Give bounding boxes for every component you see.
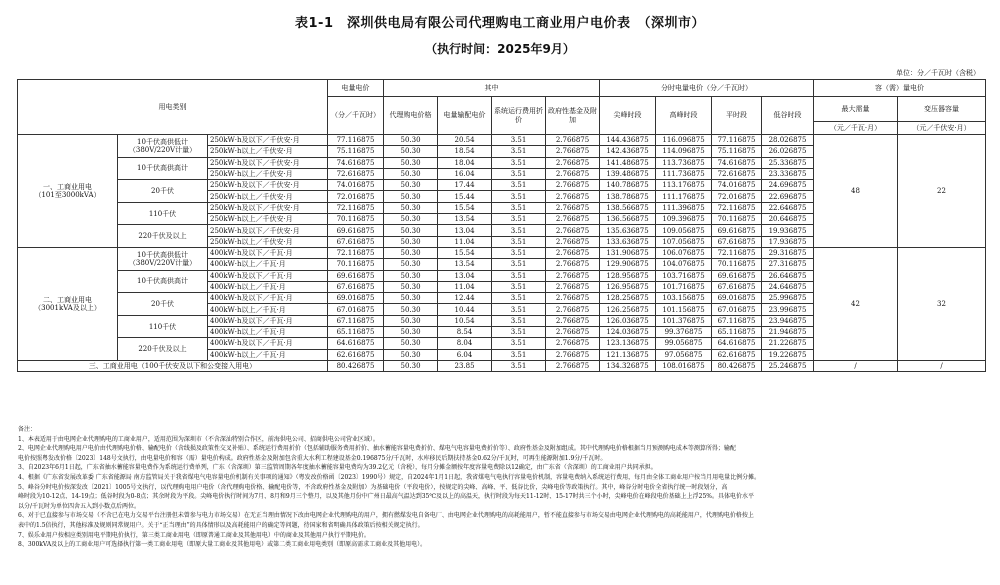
transformer-capacity-price: / xyxy=(898,360,986,371)
high-price-cell: 109.396875 xyxy=(656,214,712,225)
valley-price-cell: 19.936875 xyxy=(762,225,814,236)
valley-price-cell: 26.026875 xyxy=(762,146,814,157)
notes-section xyxy=(18,425,984,550)
transmission-price-cell: 13.04 xyxy=(438,270,492,281)
transmission-price-cell: 13.54 xyxy=(438,214,492,225)
usage-tier: 250kW·h及以下／千伏安·月 xyxy=(208,157,328,168)
peak-price-cell: 133.636875 xyxy=(600,236,656,247)
voltage-metering: （380V/220V计量） xyxy=(128,258,197,267)
note-line: 表中的1.5倍执行，其他标准及规则同常规用户。关于“正当理由”的具体情形以及高耗能用户的确定等问题，待国家和省明确具体政策后按相关规定执行。 xyxy=(18,521,424,529)
usage-tier: 250kW·h以上／千伏安·月 xyxy=(208,236,328,247)
peak-price-cell: 139.486875 xyxy=(600,168,656,179)
purchase-price-cell: 50.30 xyxy=(384,349,438,360)
note-line: 5、峰谷分时电价按深发改〔2021〕1005号文执行，以代理购电用户电价（含代理购电价格、输配电价等，不含政府性基金及附加）为基础电价（平段电价），按规定的尖峰、高峰、平、低谷比价，尖峰电价等政策执行。其中，峰谷分时电价全省执行统一时段划分，高 xyxy=(18,483,728,491)
transmission-price-cell: 18.54 xyxy=(438,146,492,157)
purchase-price-cell: 50.30 xyxy=(384,157,438,168)
header-peak: 尖峰时段 xyxy=(600,97,656,135)
header-energy-price-unit: （分／千瓦时） xyxy=(328,97,384,135)
voltage-class xyxy=(118,135,208,158)
usage-tier: 400kW·h以上／千瓦·月 xyxy=(208,349,328,360)
voltage-name: 220千伏及以上 xyxy=(138,345,187,354)
price-table xyxy=(17,79,986,372)
high-price-cell: 109.056875 xyxy=(656,225,712,236)
voltage-class xyxy=(118,270,208,293)
gov-fund-cell: 2.766875 xyxy=(546,135,600,146)
system-cost-cell: 3.51 xyxy=(492,157,546,168)
high-price-cell: 101.156875 xyxy=(656,304,712,315)
system-cost-cell: 3.51 xyxy=(492,247,546,258)
transmission-price-cell: 12.44 xyxy=(438,293,492,304)
valley-price-cell: 17.936875 xyxy=(762,236,814,247)
usage-tier: 250kW·h及以下／千伏安·月 xyxy=(208,135,328,146)
flat-price-cell: 62.616875 xyxy=(712,349,762,360)
valley-price-cell: 25.996875 xyxy=(762,293,814,304)
purchase-price-cell: 50.30 xyxy=(384,180,438,191)
peak-price-cell: 126.956875 xyxy=(600,281,656,292)
note-line: 6、对于已直接参与市场交易（不含已在电力交易平台注册但未曾参与电力市场交易）在无正当理由情况下改由电网企业代理购电的用户，拥有燃煤发电自备电厂、由电网企业代理购电的高耗能用户，暂不能直接参与市场交易由电网企业代理购电的高耗能用户，代理购电价格按上 xyxy=(18,512,754,520)
voltage-name: 110千伏 xyxy=(148,209,177,218)
high-price-cell: 108.016875 xyxy=(656,360,712,371)
flat-price-cell: 70.116875 xyxy=(712,214,762,225)
high-price-cell: 99.376875 xyxy=(656,327,712,338)
peak-price-cell: 126.256875 xyxy=(600,304,656,315)
transmission-price-cell: 8.54 xyxy=(438,327,492,338)
header-capacity-price: 容（需）量电价 xyxy=(814,80,986,97)
gov-fund-cell: 2.766875 xyxy=(546,360,600,371)
usage-tier: 400kW·h以上／千瓦·月 xyxy=(208,304,328,315)
system-cost-cell: 3.51 xyxy=(492,135,546,146)
purchase-price-cell: 50.30 xyxy=(384,225,438,236)
valley-price-cell: 25.246875 xyxy=(762,360,814,371)
gov-fund-cell: 2.766875 xyxy=(546,168,600,179)
flat-price-cell: 75.116875 xyxy=(712,146,762,157)
voltage-class xyxy=(118,225,208,248)
flat-price-cell: 72.116875 xyxy=(712,202,762,213)
flat-price-cell: 72.116875 xyxy=(712,247,762,258)
transmission-price-cell: 8.04 xyxy=(438,338,492,349)
valley-price-cell: 19.226875 xyxy=(762,349,814,360)
usage-tier: 250kW·h及以下／千伏安·月 xyxy=(208,202,328,213)
system-cost-cell: 3.51 xyxy=(492,168,546,179)
voltage-name: 220千伏及以上 xyxy=(138,232,187,241)
flat-price-cell: 72.016875 xyxy=(712,191,762,202)
gov-fund-cell: 2.766875 xyxy=(546,225,600,236)
high-price-cell: 113.736875 xyxy=(656,157,712,168)
voltage-name: 10千伏高供高计 xyxy=(137,164,188,173)
high-price-cell: 116.096875 xyxy=(656,135,712,146)
peak-price-cell: 121.136875 xyxy=(600,349,656,360)
valley-price-cell: 24.696875 xyxy=(762,180,814,191)
gov-fund-cell: 2.766875 xyxy=(546,315,600,326)
energy-price-cell: 72.116875 xyxy=(328,202,384,213)
peak-price-cell: 135.636875 xyxy=(600,225,656,236)
peak-price-cell: 129.906875 xyxy=(600,259,656,270)
gov-fund-cell: 2.766875 xyxy=(546,349,600,360)
gov-fund-cell: 2.766875 xyxy=(546,214,600,225)
transmission-price-cell: 11.04 xyxy=(438,236,492,247)
high-price-cell: 107.056875 xyxy=(656,236,712,247)
energy-price-cell: 69.016875 xyxy=(328,293,384,304)
purchase-price-cell: 50.30 xyxy=(384,293,438,304)
header-among: 其中 xyxy=(384,80,600,97)
voltage-class xyxy=(118,247,208,270)
header-transmission-price: 电量输配电价 xyxy=(438,97,492,135)
transmission-price-cell: 20.54 xyxy=(438,135,492,146)
peak-price-cell: 142.436875 xyxy=(600,146,656,157)
high-price-cell: 113.176875 xyxy=(656,180,712,191)
high-price-cell: 111.176875 xyxy=(656,191,712,202)
system-cost-cell: 3.51 xyxy=(492,202,546,213)
energy-price-cell: 77.116875 xyxy=(328,135,384,146)
header-transformer-unit: （元／千伏安·月） xyxy=(898,122,986,135)
header-flat: 平时段 xyxy=(712,97,762,135)
energy-price-cell: 67.616875 xyxy=(328,281,384,292)
energy-price-cell: 69.616875 xyxy=(328,270,384,281)
transmission-price-cell: 13.54 xyxy=(438,259,492,270)
transmission-price-cell: 15.54 xyxy=(438,247,492,258)
transmission-price-cell: 23.85 xyxy=(438,360,492,371)
high-price-cell: 101.376875 xyxy=(656,315,712,326)
valley-price-cell: 24.646875 xyxy=(762,281,814,292)
note-line: 8、300kVA及以上的工商业用户可选择执行第一类工商业用电（即原大量工商业及其他用电）或第二类工商业用电类别（即原高需求工商业及其他用电）。 xyxy=(18,541,427,549)
valley-price-cell: 23.946875 xyxy=(762,315,814,326)
group-range: （3001kVA及以上） xyxy=(34,303,101,312)
usage-tier: 250kW·h及以下／千伏安·月 xyxy=(208,180,328,191)
valley-price-cell: 29.316875 xyxy=(762,247,814,258)
high-price-cell: 97.056875 xyxy=(656,349,712,360)
purchase-price-cell: 50.30 xyxy=(384,146,438,157)
high-price-cell: 106.076875 xyxy=(656,247,712,258)
peak-price-cell: 138.566875 xyxy=(600,202,656,213)
gov-fund-cell: 2.766875 xyxy=(546,270,600,281)
valley-price-cell: 27.316875 xyxy=(762,259,814,270)
gov-fund-cell: 2.766875 xyxy=(546,146,600,157)
transmission-price-cell: 6.04 xyxy=(438,349,492,360)
peak-price-cell: 131.906875 xyxy=(600,247,656,258)
max-demand-price: 48 xyxy=(814,135,898,248)
voltage-name: 10千伏高供低计 xyxy=(137,137,188,146)
transmission-price-cell: 18.04 xyxy=(438,157,492,168)
peak-price-cell: 123.136875 xyxy=(600,338,656,349)
peak-price-cell: 134.326875 xyxy=(600,360,656,371)
voltage-class xyxy=(118,293,208,316)
valley-price-cell: 23.996875 xyxy=(762,304,814,315)
flat-price-cell: 74.616875 xyxy=(712,157,762,168)
energy-price-cell: 62.616875 xyxy=(328,349,384,360)
notes-heading: 备注： xyxy=(18,426,37,433)
transmission-price-cell: 13.04 xyxy=(438,225,492,236)
high-price-cell: 103.716875 xyxy=(656,270,712,281)
transformer-capacity-price: 22 xyxy=(898,135,986,248)
document-title: 表1-1 深圳供电局有限公司代理购电工商业用户电价表 （深圳市） xyxy=(295,16,705,31)
header-max-demand: 最大需量 xyxy=(814,97,898,122)
high-price-cell: 99.056875 xyxy=(656,338,712,349)
voltage-class xyxy=(118,315,208,338)
energy-price-cell: 72.016875 xyxy=(328,191,384,202)
purchase-price-cell: 50.30 xyxy=(384,135,438,146)
system-cost-cell: 3.51 xyxy=(492,281,546,292)
usage-tier: 400kW·h及以下／千瓦·月 xyxy=(208,315,328,326)
purchase-price-cell: 50.30 xyxy=(384,281,438,292)
note-line: 1、本表适用于由电网企业代理购电的工商业用户，适用范围为深圳市（不含深汕特别合作区，前海供电公司、招商供电公司营业区域）。 xyxy=(18,435,379,443)
header-category: 用电类别 xyxy=(18,80,328,135)
gov-fund-cell: 2.766875 xyxy=(546,293,600,304)
high-price-cell: 111.396875 xyxy=(656,202,712,213)
energy-price-cell: 65.116875 xyxy=(328,327,384,338)
gov-fund-cell: 2.766875 xyxy=(546,247,600,258)
system-cost-cell: 3.51 xyxy=(492,349,546,360)
voltage-name: 110千伏 xyxy=(148,322,177,331)
system-cost-cell: 3.51 xyxy=(492,293,546,304)
flat-price-cell: 67.616875 xyxy=(712,281,762,292)
usage-tier: 400kW·h以上／千瓦·月 xyxy=(208,327,328,338)
energy-price-cell: 67.616875 xyxy=(328,236,384,247)
voltage-class xyxy=(118,202,208,225)
valley-price-cell: 25.336875 xyxy=(762,157,814,168)
transmission-price-cell: 11.04 xyxy=(438,281,492,292)
flat-price-cell: 67.616875 xyxy=(712,236,762,247)
usage-tier: 400kW·h以上／千瓦·月 xyxy=(208,281,328,292)
note-line: 4、根据《广东省发展改革委 广东省能源局 南方监管局关于我省煤电气电容量电价机制有关事项的通知》（粤发改价格函〔2023〕1990号）规定，自2024年1月1日起，我省煤电气电执行容量电价机制，容量电费纳入系统运行费用，每月由全体工商业用户按当月用电量比例分摊。 xyxy=(18,473,761,481)
usage-tier: 250kW·h以上／千伏安·月 xyxy=(208,191,328,202)
usage-tier: 250kW·h以上／千伏安·月 xyxy=(208,146,328,157)
usage-tier: 250kW·h以上／千伏安·月 xyxy=(208,214,328,225)
unit-note: 单位：分／千瓦时（含税） xyxy=(896,69,980,77)
note-line: 电价按照粤发改价格〔2023〕148号文执行，由电量电价和容（需）量电价构成。政府性基金及附加包含重大水利工程建设基金0.196875分/千瓦时，水库移民后期扶持基金0.62分/千瓦时，可再生能源附加1.9分/千瓦时。 xyxy=(18,454,607,462)
purchase-price-cell: 50.30 xyxy=(384,168,438,179)
gov-fund-cell: 2.766875 xyxy=(546,327,600,338)
purchase-price-cell: 50.30 xyxy=(384,247,438,258)
gov-fund-cell: 2.766875 xyxy=(546,191,600,202)
gov-fund-cell: 2.766875 xyxy=(546,259,600,270)
peak-price-cell: 128.256875 xyxy=(600,293,656,304)
note-line: 3、自2023年6月1日起，广东省抽水蓄能容量电费作为系统运行费单列，广东（含深圳）第三监管周期各年度抽水蓄能容量电费均为39.2亿元（含税），每月分摊金额按年度容量电费除以12确定，由广东省（含深圳）的工商业用户共同承担。 xyxy=(18,464,657,472)
peak-price-cell: 138.786875 xyxy=(600,191,656,202)
energy-price-cell: 75.116875 xyxy=(328,146,384,157)
valley-price-cell: 26.646875 xyxy=(762,270,814,281)
gov-fund-cell: 2.766875 xyxy=(546,202,600,213)
voltage-metering: （380V/220V计量） xyxy=(128,145,197,154)
header-high: 高峰时段 xyxy=(656,97,712,135)
energy-price-cell: 64.616875 xyxy=(328,338,384,349)
system-cost-cell: 3.51 xyxy=(492,360,546,371)
note-line: 峰时段为10-12点、14-19点；低谷时段为0-8点；其余时段为平段。尖峰电价执行时间为7月、8月和9月三个整月，以及其他月份中广州日最高气温达到35℃及以上的高温天，执行时段为每天11-12时、15-17时共三个小时，尖峰电价在峰段电价基础上上浮25%。具体电价水平 xyxy=(18,493,754,501)
usage-tier: 400kW·h及以下／千瓦·月 xyxy=(208,270,328,281)
system-cost-cell: 3.51 xyxy=(492,146,546,157)
energy-price-cell: 69.616875 xyxy=(328,225,384,236)
flat-price-cell: 67.116875 xyxy=(712,315,762,326)
purchase-price-cell: 50.30 xyxy=(384,315,438,326)
header-tou-price: 分时电量电价（分／千瓦时） xyxy=(600,80,814,97)
peak-price-cell: 128.956875 xyxy=(600,270,656,281)
valley-price-cell: 20.646875 xyxy=(762,214,814,225)
usage-tier: 400kW·h及以下／千瓦·月 xyxy=(208,247,328,258)
table-row xyxy=(18,135,986,146)
system-cost-cell: 3.51 xyxy=(492,338,546,349)
table-row xyxy=(18,247,986,258)
flat-price-cell: 67.016875 xyxy=(712,304,762,315)
usage-tier: 400kW·h及以下／千瓦·月 xyxy=(208,293,328,304)
high-price-cell: 114.096875 xyxy=(656,146,712,157)
system-cost-cell: 3.51 xyxy=(492,304,546,315)
system-cost-cell: 3.51 xyxy=(492,225,546,236)
flat-price-cell: 74.016875 xyxy=(712,180,762,191)
header-purchase-price: 代理购电价格 xyxy=(384,97,438,135)
high-price-cell: 103.156875 xyxy=(656,293,712,304)
flat-price-cell: 72.616875 xyxy=(712,168,762,179)
header-energy-price: 电量电价 xyxy=(328,80,384,97)
voltage-name: 20千伏 xyxy=(151,186,174,195)
transmission-price-cell: 15.54 xyxy=(438,202,492,213)
high-price-cell: 111.736875 xyxy=(656,168,712,179)
energy-price-cell: 72.116875 xyxy=(328,247,384,258)
purchase-price-cell: 50.30 xyxy=(384,236,438,247)
gov-fund-cell: 2.766875 xyxy=(546,236,600,247)
group-label: 三、工商业用电（100千伏安及以下和公变接入用电） xyxy=(18,360,328,371)
valley-price-cell: 23.336875 xyxy=(762,168,814,179)
usage-tier: 250kW·h及以下／千伏安·月 xyxy=(208,225,328,236)
flat-price-cell: 69.616875 xyxy=(712,270,762,281)
voltage-name: 20千伏 xyxy=(151,299,174,308)
high-price-cell: 101.716875 xyxy=(656,281,712,292)
peak-price-cell: 126.036875 xyxy=(600,315,656,326)
valley-price-cell: 21.946875 xyxy=(762,327,814,338)
transmission-price-cell: 15.44 xyxy=(438,191,492,202)
system-cost-cell: 3.51 xyxy=(492,191,546,202)
group-label xyxy=(18,135,118,248)
note-line: 7、娱乐业用户按相应类别用电平期电价执行，第三类工商业用电（即原普通工商业及其他用电）中的商业及其他用户执行平期电价。 xyxy=(18,531,370,539)
voltage-name: 10千伏高供低计 xyxy=(137,250,188,259)
note-line: 以分/千瓦时为单位四舍五入到小数点后两位。 xyxy=(18,502,141,510)
flat-price-cell: 64.616875 xyxy=(712,338,762,349)
purchase-price-cell: 50.30 xyxy=(384,270,438,281)
peak-price-cell: 144.436875 xyxy=(600,135,656,146)
high-price-cell: 104.076875 xyxy=(656,259,712,270)
purchase-price-cell: 50.30 xyxy=(384,327,438,338)
purchase-price-cell: 50.30 xyxy=(384,338,438,349)
usage-tier: 250kW·h以上／千伏安·月 xyxy=(208,168,328,179)
system-cost-cell: 3.51 xyxy=(492,270,546,281)
energy-price-cell: 74.016875 xyxy=(328,180,384,191)
execution-time: （执行时间：2025年9月） xyxy=(425,42,575,56)
peak-price-cell: 124.036875 xyxy=(600,327,656,338)
flat-price-cell: 80.426875 xyxy=(712,360,762,371)
peak-price-cell: 140.786875 xyxy=(600,180,656,191)
energy-price-cell: 67.116875 xyxy=(328,315,384,326)
usage-tier: 400kW·h以上／千瓦·月 xyxy=(208,259,328,270)
gov-fund-cell: 2.766875 xyxy=(546,281,600,292)
flat-price-cell: 69.016875 xyxy=(712,293,762,304)
header-system-cost: 系统运行费用折价 xyxy=(492,97,546,135)
valley-price-cell: 22.646875 xyxy=(762,202,814,213)
header-max-demand-unit: （元／千瓦·月） xyxy=(814,122,898,135)
valley-price-cell: 21.226875 xyxy=(762,338,814,349)
voltage-class xyxy=(118,180,208,203)
transmission-price-cell: 10.54 xyxy=(438,315,492,326)
peak-price-cell: 141.486875 xyxy=(600,157,656,168)
usage-tier: 400kW·h及以下／千瓦·月 xyxy=(208,338,328,349)
group-name: 一、工商业用电 xyxy=(43,182,92,191)
flat-price-cell: 65.116875 xyxy=(712,327,762,338)
transmission-price-cell: 10.44 xyxy=(438,304,492,315)
energy-price-cell: 72.616875 xyxy=(328,168,384,179)
system-cost-cell: 3.51 xyxy=(492,214,546,225)
valley-price-cell: 22.696875 xyxy=(762,191,814,202)
header-transformer: 变压器容量 xyxy=(898,97,986,122)
purchase-price-cell: 50.30 xyxy=(384,202,438,213)
voltage-class xyxy=(118,157,208,180)
energy-price-cell: 70.116875 xyxy=(328,214,384,225)
gov-fund-cell: 2.766875 xyxy=(546,304,600,315)
gov-fund-cell: 2.766875 xyxy=(546,338,600,349)
valley-price-cell: 28.026875 xyxy=(762,135,814,146)
note-line: 2、电网企业代理购电用户电价由代理购电价格、输配电价（含线损及政策性交叉补贴）、系统运行费用折价（包括辅助服务费用折价、抽水蓄能容量电费折价、煤电气电容量电费折价等）、政府性基金及附加组成。其中代理购电价格根据当月预测购电成本等测算所得；输配 xyxy=(18,445,736,453)
group-label xyxy=(18,247,118,360)
flat-price-cell: 69.616875 xyxy=(712,225,762,236)
transformer-capacity-price: 32 xyxy=(898,247,986,360)
purchase-price-cell: 50.30 xyxy=(384,304,438,315)
table-row xyxy=(18,360,986,371)
header-gov-fund: 政府性基金及附加 xyxy=(546,97,600,135)
purchase-price-cell: 50.30 xyxy=(384,214,438,225)
system-cost-cell: 3.51 xyxy=(492,236,546,247)
purchase-price-cell: 50.30 xyxy=(384,259,438,270)
header-valley: 低谷时段 xyxy=(762,97,814,135)
gov-fund-cell: 2.766875 xyxy=(546,157,600,168)
system-cost-cell: 3.51 xyxy=(492,327,546,338)
group-name: 二、工商业用电 xyxy=(43,295,92,304)
transmission-price-cell: 17.44 xyxy=(438,180,492,191)
max-demand-price: / xyxy=(814,360,898,371)
purchase-price-cell: 50.30 xyxy=(384,191,438,202)
energy-price-cell: 80.426875 xyxy=(328,360,384,371)
gov-fund-cell: 2.766875 xyxy=(546,180,600,191)
purchase-price-cell: 50.30 xyxy=(384,360,438,371)
max-demand-price: 42 xyxy=(814,247,898,360)
energy-price-cell: 67.016875 xyxy=(328,304,384,315)
transmission-price-cell: 16.04 xyxy=(438,168,492,179)
energy-price-cell: 70.116875 xyxy=(328,259,384,270)
flat-price-cell: 77.116875 xyxy=(712,135,762,146)
voltage-class xyxy=(118,338,208,361)
flat-price-cell: 70.116875 xyxy=(712,259,762,270)
group-range: （101至3000kVA） xyxy=(34,190,101,199)
system-cost-cell: 3.51 xyxy=(492,180,546,191)
peak-price-cell: 136.566875 xyxy=(600,214,656,225)
voltage-name: 10千伏高供高计 xyxy=(137,277,188,286)
energy-price-cell: 74.616875 xyxy=(328,157,384,168)
system-cost-cell: 3.51 xyxy=(492,315,546,326)
system-cost-cell: 3.51 xyxy=(492,259,546,270)
